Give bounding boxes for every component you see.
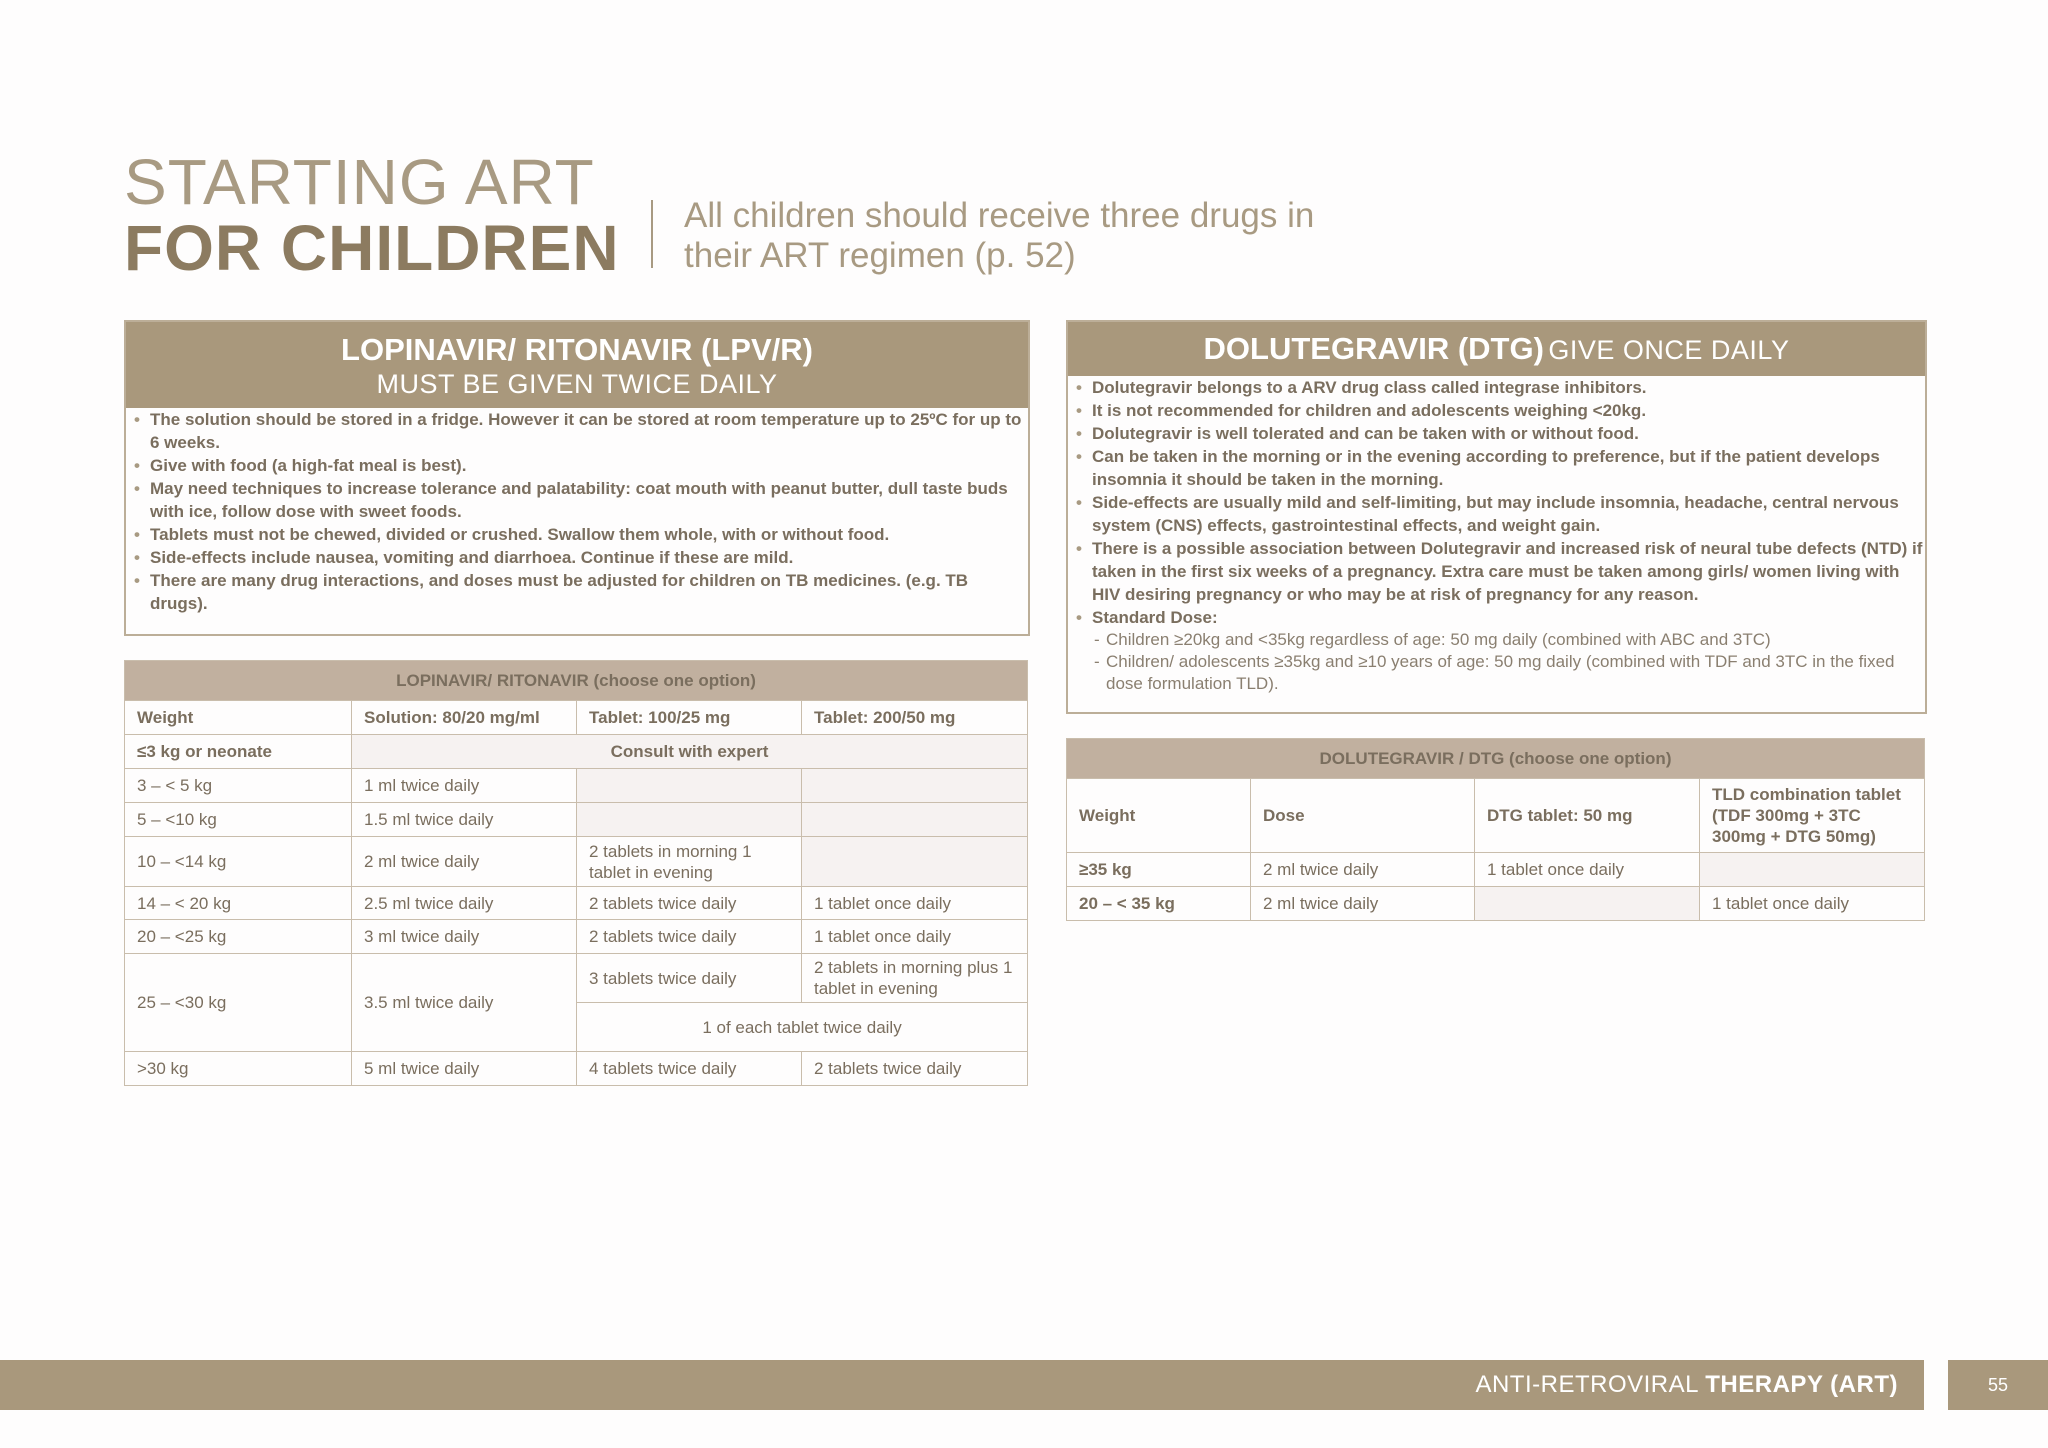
lpv-weight-cell: 5 – <10 kg: [125, 803, 352, 837]
lpv-tablet200-cell: [802, 837, 1028, 887]
lpv-solution-cell: 1.5 ml twice daily: [352, 803, 577, 837]
dtg-header-dose: Dose: [1251, 779, 1475, 853]
dtg-header-tld-label: TLD combination tablet: [1712, 785, 1901, 804]
dtg-bullet-list: [1068, 376, 1925, 629]
lpv-bullet: • May need techniques to increase tolerance and palatability: coat mouth with peanut butter, dull taste buds with ice, follow dose with sweet foods.: [126, 477, 1028, 523]
table-row: [1067, 887, 1925, 921]
dtg-bullet: • Standard Dose:: [1068, 606, 1925, 629]
lpv-combined-cell: 1 of each tablet twice daily: [577, 1003, 1028, 1052]
dtg-info-header: [1068, 322, 1925, 376]
dtg-tablet-cell: 1 tablet once daily: [1475, 853, 1700, 887]
dtg-tld-cell: [1700, 853, 1925, 887]
lpv-tablet200-cell: 1 tablet once daily: [802, 920, 1028, 954]
lpv-solution-cell: 1 ml twice daily: [352, 769, 577, 803]
lpv-tablet100-cell: 2 tablets twice daily: [577, 887, 802, 920]
dtg-weight-cell: 20 – < 35 kg: [1067, 887, 1251, 921]
subtitle-line1: All children should receive three drugs in: [684, 196, 1315, 235]
lpv-weight-cell: 25 – <30 kg: [125, 954, 352, 1052]
footer-text-bold: THERAPY (ART): [1705, 1371, 1898, 1398]
lpv-subheading: MUST BE GIVEN TWICE DAILY: [376, 369, 778, 399]
page-title-line2: FOR CHILDREN: [124, 212, 620, 284]
lpv-tablet100-cell: 3 tablets twice daily: [577, 954, 802, 1003]
lpv-dosing-table: [124, 660, 1028, 1086]
dtg-table-caption: DOLUTEGRAVIR / DTG (choose one option): [1067, 739, 1925, 779]
lpv-bullet: • Tablets must not be chewed, divided or crushed. Swallow them whole, with or without food.: [126, 523, 1028, 546]
dtg-dosing-table: [1066, 738, 1925, 921]
table-row: [125, 735, 1028, 769]
dtg-weight-cell: ≥35 kg: [1067, 853, 1251, 887]
table-row: [125, 1052, 1028, 1086]
lpv-weight-cell: 20 – <25 kg: [125, 920, 352, 954]
page-title-line1: STARTING ART: [124, 146, 595, 218]
lpv-tablet200-cell: 1 tablet once daily: [802, 887, 1028, 920]
dtg-header-tablet: DTG tablet: 50 mg: [1475, 779, 1700, 853]
footer-section-title: [1475, 1360, 1898, 1410]
dtg-dose-line: - Children/ adolescents ≥35kg and ≥10 years of age: 50 mg daily (combined with TDF and 3TC in the fixed dose formulation TLD).: [1092, 651, 1925, 695]
subtitle-line2: their ART regimen (p. 52): [684, 236, 1076, 275]
dtg-heading: DOLUTEGRAVIR (DTG): [1203, 331, 1544, 366]
dtg-bullet: • Can be taken in the morning or in the evening according to preference, but if the patient develops insomnia it should be taken in the morning.: [1068, 445, 1925, 491]
page-subtitle: [684, 196, 1384, 276]
lpv-tablet200-cell: 2 tablets twice daily: [802, 1052, 1028, 1086]
dtg-heading-suffix: GIVE ONCE DAILY: [1548, 335, 1790, 365]
dtg-dose-list: [1068, 629, 1925, 695]
page-number: 55: [1948, 1360, 2048, 1410]
dtg-bullet: • Dolutegravir belongs to a ARV drug class called integrase inhibitors.: [1068, 376, 1925, 399]
lpv-weight-cell: ≤3 kg or neonate: [125, 735, 352, 769]
dtg-info-box: [1066, 320, 1927, 714]
table-row: [125, 769, 1028, 803]
lpv-tablet200-cell: 2 tablets in morning plus 1 tablet in evening: [802, 954, 1028, 1003]
table-row: [125, 887, 1028, 920]
footer-bar: [0, 1360, 1924, 1410]
lpv-tablet100-cell: 2 tablets in morning 1 tablet in evening: [577, 837, 802, 887]
table-row: [125, 803, 1028, 837]
dtg-dose-line: - Children ≥20kg and <35kg regardless of age: 50 mg daily (combined with ABC and 3TC): [1092, 629, 1925, 651]
lpv-weight-cell: >30 kg: [125, 1052, 352, 1086]
lpv-bullet: • Give with food (a high-fat meal is best).: [126, 454, 1028, 477]
lpv-info-header: [126, 322, 1028, 408]
dtg-tld-cell: 1 tablet once daily: [1700, 887, 1925, 921]
lpv-tablet100-cell: 2 tablets twice daily: [577, 920, 802, 954]
lpv-bullet-list: [126, 408, 1028, 615]
dtg-bullet: • Dolutegravir is well tolerated and can be taken with or without food.: [1068, 422, 1925, 445]
lpv-tablet200-cell: [802, 803, 1028, 837]
lpv-tablet100-cell: 4 tablets twice daily: [577, 1052, 802, 1086]
table-row: [125, 920, 1028, 954]
dtg-dose-cell: 2 ml twice daily: [1251, 887, 1475, 921]
dtg-header-weight: Weight: [1067, 779, 1251, 853]
lpv-header-weight: Weight: [125, 701, 352, 735]
dtg-bullet: • Side-effects are usually mild and self-limiting, but may include insomnia, headache, central nervous system (CNS) effects, gastrointestinal effects, and weight gain.: [1068, 491, 1925, 537]
lpv-solution-cell: 2.5 ml twice daily: [352, 887, 577, 920]
lpv-bullet: • Side-effects include nausea, vomiting and diarrhoea. Continue if these are mild.: [126, 546, 1028, 569]
lpv-header-tablet-100: Tablet: 100/25 mg: [577, 701, 802, 735]
lpv-tablet200-cell: [802, 769, 1028, 803]
dtg-dose-cell: 2 ml twice daily: [1251, 853, 1475, 887]
lpv-weight-cell: 14 – < 20 kg: [125, 887, 352, 920]
table-row: [125, 954, 1028, 1003]
dtg-bullet: • There is a possible association between Dolutegravir and increased risk of neural tube defects (NTD) if taken in the first six weeks of a pregnancy. Extra care must be taken among girls/ women living with HIV desiring pregnancy or who may be at risk of pregnancy for any reason.: [1068, 537, 1925, 606]
lpv-solution-cell: 5 ml twice daily: [352, 1052, 577, 1086]
lpv-solution-cell: 2 ml twice daily: [352, 837, 577, 887]
dtg-tld-note: (TDF 300mg + 3TC 300mg + DTG 50mg): [1712, 806, 1876, 846]
lpv-tablet100-cell: [577, 803, 802, 837]
table-row: [1067, 853, 1925, 887]
dtg-bullet: • It is not recommended for children and adolescents weighing <20kg.: [1068, 399, 1925, 422]
lpv-header-solution: Solution: 80/20 mg/ml: [352, 701, 577, 735]
lpv-table-caption: LOPINAVIR/ RITONAVIR (choose one option): [125, 661, 1028, 701]
lpv-solution-cell: 3.5 ml twice daily: [352, 954, 577, 1052]
footer-text-normal: ANTI-RETROVIRAL: [1475, 1371, 1706, 1398]
lpv-weight-cell: 10 – <14 kg: [125, 837, 352, 887]
lpv-bullet: • The solution should be stored in a fridge. However it can be stored at room temperature up to 25ºC for up to 6 weeks.: [126, 408, 1028, 454]
lpv-weight-cell: 3 – < 5 kg: [125, 769, 352, 803]
title-divider: [651, 200, 653, 268]
lpv-heading: LOPINAVIR/ RITONAVIR (LPV/R): [341, 332, 813, 367]
lpv-info-box: [124, 320, 1030, 636]
lpv-consult-cell: Consult with expert: [352, 735, 1028, 769]
lpv-header-tablet-200: Tablet: 200/50 mg: [802, 701, 1028, 735]
lpv-bullet: • There are many drug interactions, and doses must be adjusted for children on TB medicines. (e.g. TB drugs).: [126, 569, 1028, 615]
dtg-header-tld: [1700, 779, 1925, 853]
dtg-tablet-cell: [1475, 887, 1700, 921]
lpv-solution-cell: 3 ml twice daily: [352, 920, 577, 954]
table-row: [125, 837, 1028, 887]
lpv-tablet100-cell: [577, 769, 802, 803]
